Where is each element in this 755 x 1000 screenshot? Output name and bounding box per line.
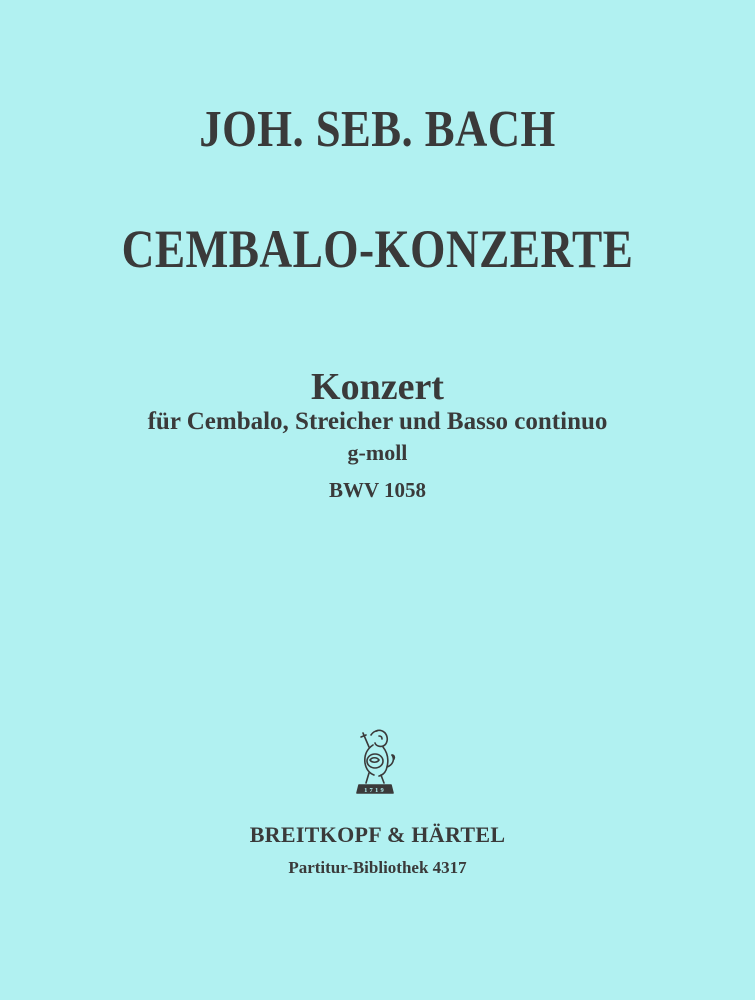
catalog-number: BWV 1058 xyxy=(328,478,427,502)
key-signature: g-moll xyxy=(347,440,408,465)
composer-name: JOH. SEB. BACH xyxy=(199,101,556,158)
publisher-name: BREITKOPF & HÄRTEL xyxy=(249,822,506,847)
svg-text:1719: 1719 xyxy=(364,786,386,794)
series-number: Partitur-Bibliothek 4317 xyxy=(288,858,467,877)
collection-title: CEMBALO-KONZERTE xyxy=(121,219,634,279)
instrumentation: für Cembalo, Streicher und Basso continuo xyxy=(147,408,608,435)
publisher-lion-emblem-icon xyxy=(349,727,401,805)
work-title: Konzert xyxy=(311,366,444,408)
